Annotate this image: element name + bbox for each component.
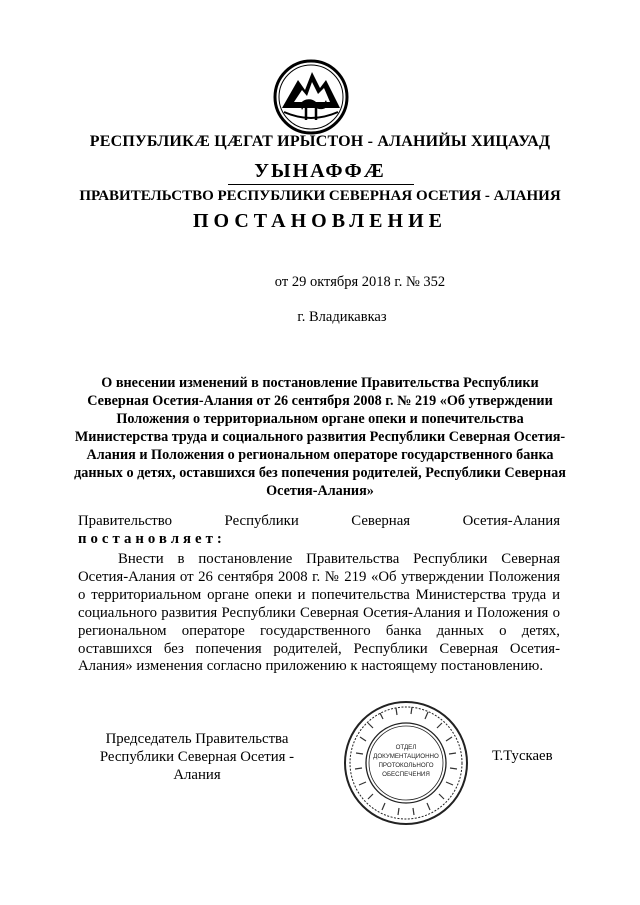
signatory-position-line1: Председатель Правительства — [105, 731, 289, 747]
svg-text:ПРОТОКОЛЬНОГО: ПРОТОКОЛЬНОГО — [378, 762, 434, 769]
coat-of-arms-icon — [272, 58, 350, 136]
decree-city: г. Владикавказ — [297, 309, 387, 325]
svg-text:ДОКУМЕНТАЦИОННО: ДОКУМЕНТАЦИОННО — [373, 753, 439, 760]
decree-date-number: от 29 октября 2018 г. № 352 — [274, 274, 446, 290]
official-seal-icon — [342, 697, 470, 829]
body-decree-word: постановляет: — [78, 531, 226, 547]
header-russian-government: ПРАВИТЕЛЬСТВО РЕСПУБЛИКИ СЕВЕРНАЯ ОСЕТИЯ - АЛАНИЯ — [79, 188, 561, 204]
header-divider — [228, 184, 414, 185]
signatory-position-line2: Республики Северная Осетия - Алания — [99, 749, 295, 783]
header-decree-title: ПОСТАНОВЛЕНИЕ — [193, 210, 447, 232]
svg-text:ОБЕСПЕЧЕНИЯ: ОБЕСПЕЧЕНИЯ — [382, 771, 430, 778]
decree-subject-title: О внесении изменений в постановление Правительства Республики Северная Осетия-Алания от 26 сентября 2008 г. № 219 «Об утверждении Положения о территориальном органе опеки и попечительства Министерства труда и социального развития Республики Северная Осетия-Алания и Положения о региональном операторе государственного банка данных о детях, оставшихся без попечения родителей, Республики Северная Осетия-Алания» — [74, 375, 566, 499]
header-ossetian-decree: УЫНАФФÆ — [254, 160, 386, 182]
body-intro: Правительство Республики Северная Осетия-Алания — [78, 513, 560, 529]
header-ossetian-government: РЕСПУБЛИКÆ ЦÆГАТ ИРЫСТОН - АЛАНИЙЫ ХИЦАУАД — [89, 133, 551, 150]
body-paragraph: Внести в постановление Правительства Республики Северная Осетия-Алания от 26 сентября 2008 г. № 219 «Об утверждении Положения о территориальном органе опеки и попечительства Министерства труда и социального развития Республики Северная Осетия-Алания и Положения о региональном операторе государственного банка данных о детях, оставшихся без попечения родителей, Республики Северная Осетия-Алания» изменения согласно приложению к настоящему постановлению. — [78, 551, 560, 675]
signatory-name: Т.Тускаев — [492, 748, 553, 764]
signatory-position — [84, 730, 310, 784]
svg-text:ОТДЕЛ: ОТДЕЛ — [395, 744, 417, 751]
